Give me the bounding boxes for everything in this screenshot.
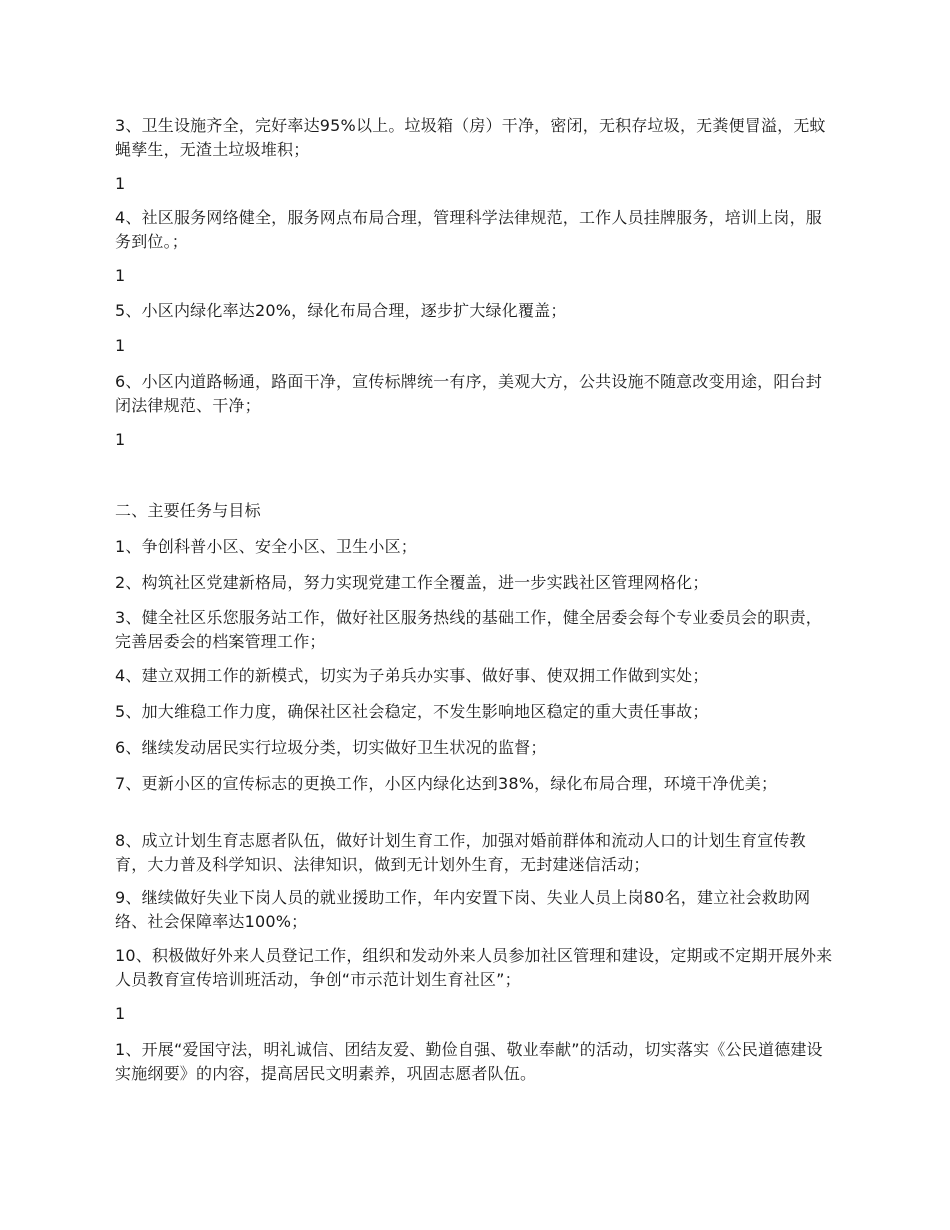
task-item-9: 9、继续做好失业下岗人员的就业援助工作，年内安置下岗、失业人员上岗80名，建立社会救助网络、社会保障率达100%； — [115, 888, 811, 931]
civic-activity-item: 1、开展“爱国守法，明礼诚信、团结友爱、勤俭自强、敬业奉献”的活动，切实落实《公民道德建设实施纲要》的内容，提高居民文明素养，巩固志愿者队伍。 — [115, 1040, 823, 1083]
task-item-10: 10、积极做好外来人员登记工作，组织和发动外来人员参加社区管理和建设，定期或不定期开展外来人员教育宣传培训班活动，争创“市示范计划生育社区”； — [115, 946, 833, 989]
paragraph-number: 1 — [115, 1004, 126, 1023]
task-item-3: 3、健全社区乐您服务站工作，做好社区服务热线的基础工作，健全居委会每个专业委员会的职责，完善居委会的档案管理工作； — [115, 608, 822, 651]
task-item-7: 7、更新小区的宣传标志的更换工作，小区内绿化达到38%，绿化布局合理，环境干净优美； — [115, 774, 778, 793]
task-item-4: 4、建立双拥工作的新模式，切实为子弟兵办实事、做好事、使双拥工作做到实处； — [115, 666, 709, 685]
paragraph-sanitation: 3、卫生设施齐全，完好率达95%以上。垃圾箱（房）干净，密闭，无积存垃圾，无粪便冒溢，无蚊蝇孳生，无渣土垃圾堆积； — [115, 116, 826, 159]
paragraph-roads: 6、小区内道路畅通，路面干净，宣传标牌统一有序，美观大方，公共设施不随意改变用途，阳台封闭法律规范、干净； — [115, 372, 822, 415]
task-item-6: 6、继续发动居民实行垃圾分类，切实做好卫生状况的监督； — [115, 738, 547, 757]
task-item-5: 5、加大维稳工作力度，确保社区社会稳定，不发生影响地区稳定的重大责任事故； — [115, 702, 709, 721]
paragraph-number: 1 — [115, 174, 126, 193]
section-heading: 二、主要任务与目标 — [115, 501, 261, 520]
task-item-2: 2、构筑社区党建新格局，努力实现党建工作全覆盖，进一步实践社区管理网格化； — [115, 573, 709, 592]
paragraph-number: 1 — [115, 336, 126, 355]
task-item-8: 8、成立计划生育志愿者队伍，做好计划生育工作，加强对婚前群体和流动人口的计划生育宣传教育，大力普及科学知识、法律知识，做到无计划外生育，无封建迷信活动； — [115, 831, 806, 874]
paragraph-number: 1 — [115, 266, 126, 285]
paragraph-number: 1 — [115, 430, 126, 449]
task-item-1: 1、争创科普小区、安全小区、卫生小区； — [115, 537, 417, 556]
paragraph-greening: 5、小区内绿化率达20%，绿化布局合理，逐步扩大绿化覆盖； — [115, 301, 567, 320]
paragraph-service-network: 4、社区服务网络健全，服务网点布局合理，管理科学法律规范，工作人员挂牌服务，培训上岗，服务到位。； — [115, 208, 822, 251]
